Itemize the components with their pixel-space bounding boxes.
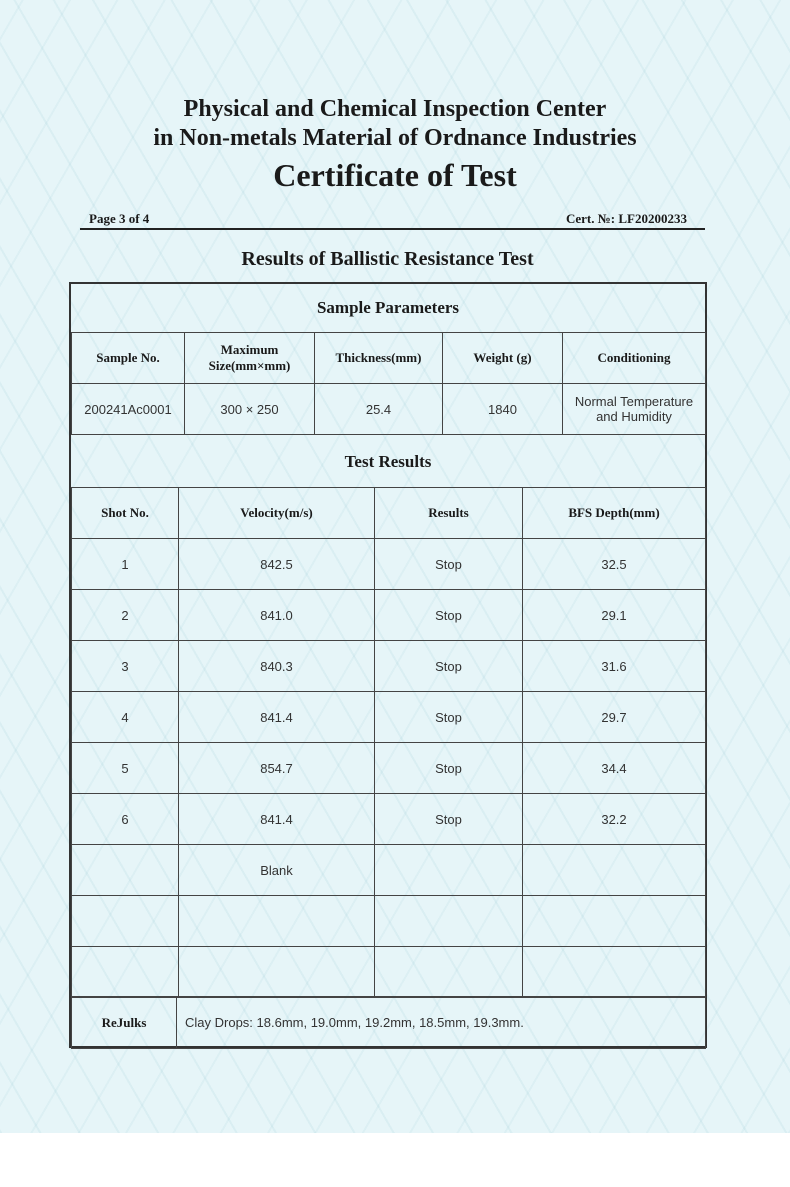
result: Stop: [375, 794, 523, 845]
velocity: 842.5: [179, 539, 375, 590]
result: Stop: [375, 539, 523, 590]
section-title: Results of Ballistic Resistance Test: [241, 248, 534, 270]
bfs-depth: [523, 947, 706, 998]
shot-number: 1: [72, 539, 179, 590]
result: Stop: [375, 590, 523, 641]
shot-number: 6: [72, 794, 179, 845]
table-row: [72, 947, 706, 998]
table-row: [72, 641, 706, 692]
results-header-cell: BFS Depth(mm): [523, 488, 706, 539]
sample-parameters-table: [71, 332, 706, 435]
results-header-cell: Shot No.: [72, 488, 179, 539]
remarks-table: [71, 996, 706, 1049]
velocity: [179, 896, 375, 947]
sample-number: 200241Ac0001: [72, 384, 185, 435]
table-row: [72, 896, 706, 947]
header-divider: [80, 228, 705, 230]
bfs-depth: [523, 896, 706, 947]
page-number: Page 3 of 4: [89, 211, 150, 226]
sample-size: 300 × 250: [185, 384, 315, 435]
table-row: [72, 845, 706, 896]
sample-conditioning: Normal Temperature and Humidity: [563, 384, 706, 435]
table-row: [72, 539, 706, 590]
result: [375, 845, 523, 896]
table-row: [72, 743, 706, 794]
params-header-cell: Thickness(mm): [315, 333, 443, 384]
shot-number: 2: [72, 590, 179, 641]
shot-number: 3: [72, 641, 179, 692]
params-value-row: [72, 384, 706, 435]
table-row: [72, 590, 706, 641]
test-results-title: Test Results: [344, 452, 432, 471]
remarks-text: Clay Drops: 18.6mm, 19.0mm, 19.2mm, 18.5mm, 19.3mm.: [177, 997, 706, 1049]
velocity: Blank: [179, 845, 375, 896]
shot-number: [72, 845, 179, 896]
params-header-row: [72, 333, 706, 384]
bfs-depth: [523, 845, 706, 896]
shot-number: [72, 896, 179, 947]
velocity: 841.4: [179, 692, 375, 743]
remarks-row: [72, 997, 706, 1049]
results-header-row: [72, 488, 706, 539]
certificate-number: Cert. №: LF20200233: [565, 211, 687, 226]
result: [375, 947, 523, 998]
shot-number: [72, 947, 179, 998]
params-header-cell: Conditioning: [563, 333, 706, 384]
bfs-depth: 34.4: [523, 743, 706, 794]
params-header-cell: Weight (g): [443, 333, 563, 384]
velocity: 840.3: [179, 641, 375, 692]
org-name-line2: in Non-metals Material of Ordnance Industries: [153, 125, 637, 151]
remarks-label: ReJulks: [72, 997, 177, 1049]
certificate-title: Certificate of Test: [273, 157, 517, 193]
bfs-depth: 32.5: [523, 539, 706, 590]
velocity: 854.7: [179, 743, 375, 794]
result: [375, 896, 523, 947]
table-row: [72, 692, 706, 743]
test-results-table: [71, 487, 706, 998]
bfs-depth: 31.6: [523, 641, 706, 692]
velocity: [179, 947, 375, 998]
bfs-depth: 29.1: [523, 590, 706, 641]
sample-weight: 1840: [443, 384, 563, 435]
sample-parameters-title: Sample Parameters: [316, 298, 460, 317]
result: Stop: [375, 692, 523, 743]
org-name-line1: Physical and Chemical Inspection Center: [183, 96, 607, 122]
results-header-cell: Velocity(m/s): [179, 488, 375, 539]
params-header-cell: Sample No.: [72, 333, 185, 384]
shot-number: 4: [72, 692, 179, 743]
result: Stop: [375, 641, 523, 692]
bfs-depth: 32.2: [523, 794, 706, 845]
result: Stop: [375, 743, 523, 794]
velocity: 841.0: [179, 590, 375, 641]
results-header-cell: Results: [375, 488, 523, 539]
results-box: [69, 282, 707, 1048]
bfs-depth: 29.7: [523, 692, 706, 743]
table-row: [72, 794, 706, 845]
sample-thickness: 25.4: [315, 384, 443, 435]
params-header-cell: Maximum Size(mm×mm): [185, 333, 315, 384]
shot-number: 5: [72, 743, 179, 794]
velocity: 841.4: [179, 794, 375, 845]
